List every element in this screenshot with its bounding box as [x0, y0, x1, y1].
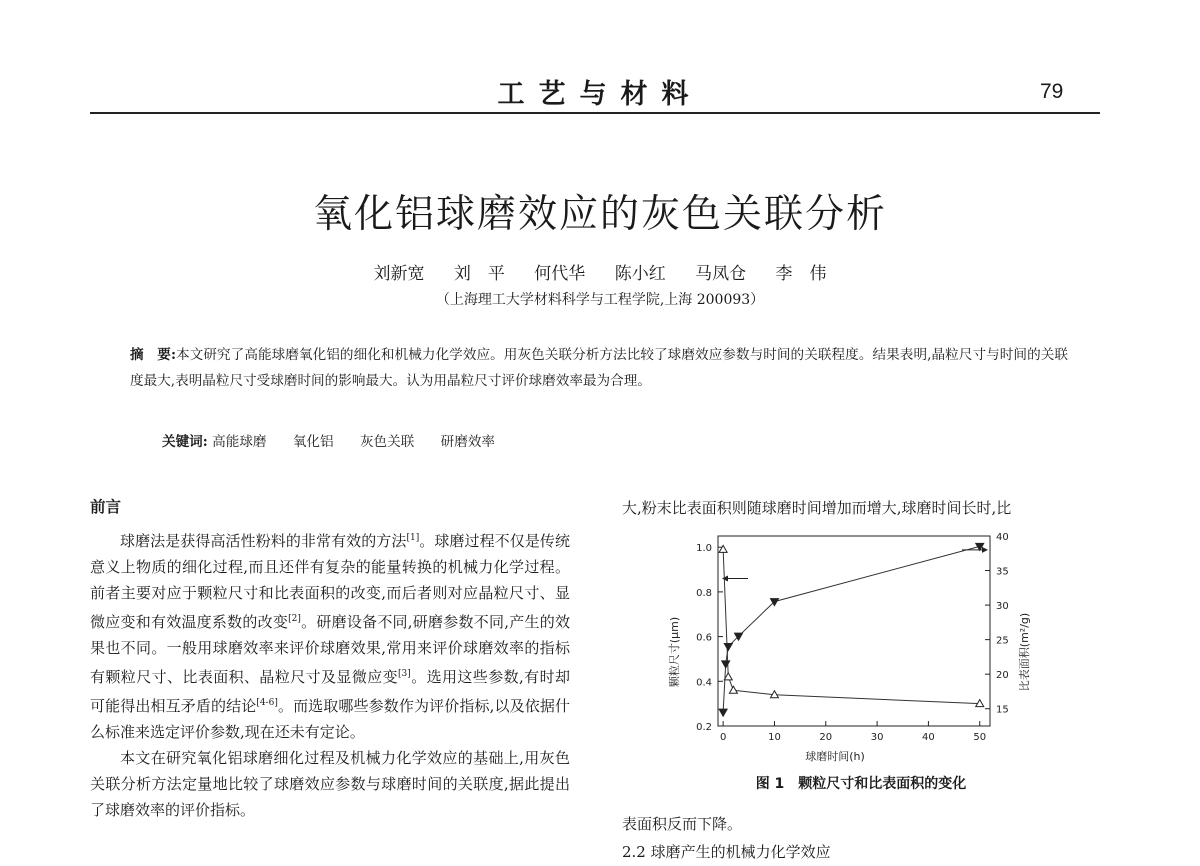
left-column	[90, 494, 570, 823]
author-list	[0, 259, 1200, 284]
x-tick-label: 40	[922, 732, 935, 743]
author: 何代华	[534, 264, 586, 284]
paragraph-text: 表面积反而下降。	[622, 815, 743, 833]
data-point	[719, 709, 727, 716]
intro-text: 。球磨过程不仅是传统意义上物质的细化过程,而且还伴有复杂的能量转换的机械力化学过程。前者主要对应于颗粒尺寸和比表面积的改变,而后者则对应晶粒尺寸、显微应变和有效温度系数的改变	[90, 532, 570, 631]
section-heading-2-2: 2.2 球磨产生的机械力化学效应	[622, 843, 831, 861]
x-tick-label: 50	[973, 732, 987, 743]
abstract-label: 摘 要:	[130, 347, 176, 363]
author: 马凤仓	[695, 264, 747, 284]
header-rule	[90, 112, 1100, 114]
y2-axis-label: 比表面积(m²/g)	[1018, 612, 1031, 692]
x-tick-label: 30	[870, 732, 884, 743]
y2-tick-label: 25	[996, 635, 1009, 647]
y-tick-label: 1.0	[696, 543, 712, 555]
chart-axes	[696, 532, 1009, 743]
y2-tick-label: 15	[996, 704, 1009, 716]
y2-tick-label: 30	[996, 601, 1009, 613]
data-point	[729, 686, 737, 693]
chart-marks	[719, 543, 984, 716]
data-point	[722, 661, 730, 668]
left-axis-arrow-head	[722, 575, 728, 581]
affiliation: （上海理工大学材料科学与工程学院,上海 200093）	[435, 292, 765, 308]
y-axis-label: 颗粒尺寸(μm)	[668, 616, 681, 688]
plot-frame	[718, 536, 990, 726]
series-line	[723, 549, 980, 703]
right-axis-arrow-head	[982, 547, 988, 553]
author: 刘新宽	[373, 264, 425, 284]
abstract	[130, 342, 1068, 394]
author: 刘 平	[453, 264, 505, 284]
journal-section-header: 工艺与材料	[497, 79, 703, 110]
intro-paragraph-1	[90, 525, 570, 745]
y2-tick-label: 40	[996, 532, 1009, 543]
series-line	[723, 546, 980, 712]
intro-paragraph-2: 本文在研究氧化铝球磨细化过程及机械力化学效应的基础上,用灰色关联分析方法定量地比较了球磨效应参数与球磨时间的关联度,据此提出了球磨效率的评价指标。	[90, 749, 570, 819]
y2-tick-label: 20	[996, 670, 1009, 682]
paper-title: 氧化铝球磨效应的灰色关联分析	[312, 192, 887, 237]
y-tick-label: 0.8	[696, 587, 712, 599]
citation: [1]	[406, 533, 420, 543]
keyword: 研磨效率	[440, 434, 496, 450]
y2-tick-label: 35	[996, 566, 1009, 578]
right-column-continued	[622, 810, 1100, 866]
section-heading-intro: 前言	[90, 498, 122, 516]
y-tick-label: 0.6	[696, 632, 712, 644]
y-tick-label: 0.2	[696, 722, 712, 733]
keywords	[162, 430, 517, 450]
intro-text: 。研磨设备不同,研磨参数不同,产生的效果也不同。一般用球磨效率来评价球磨效果,常用来评价球磨效率的指标有颗粒尺寸、比表面积、晶粒尺寸及显微应变	[90, 613, 570, 686]
x-axis-label: 球磨时间(h)	[805, 750, 865, 763]
citation: [4-6]	[256, 698, 278, 708]
abstract-text: 本文研究了高能球磨氧化铝的细化和机械力化学效应。用灰色关联分析方法比较了球磨效应参数与时间的关联程度。结果表明,晶粒尺寸与时间的关联度最大,表明晶粒尺寸受球磨时间的影响最大。认为用晶粒尺寸评价球磨效率最为合理。	[130, 347, 1068, 389]
intro-text: 。选用这些参数,有时却可能得出相互矛盾的结论	[90, 668, 570, 715]
keywords-label: 关键词:	[162, 434, 208, 450]
y-tick-label: 0.4	[696, 677, 712, 689]
keyword: 灰色关联	[359, 434, 415, 450]
figure-caption: 图 1 颗粒尺寸和比表面积的变化	[755, 776, 967, 792]
x-tick-label: 20	[819, 732, 833, 743]
page-number: 79	[1040, 80, 1064, 103]
keyword: 高能球磨	[212, 434, 267, 450]
intro-text: 球磨法是获得高活性粉料的非常有效的方法	[120, 532, 407, 550]
author: 陈小红	[614, 264, 666, 284]
intro-text: 。而选取哪些参数作为评价指标,以及依据什么标准来选定评价参数,现在还未有定论。	[90, 697, 570, 741]
data-point	[724, 644, 732, 651]
keyword: 氧化铝	[292, 434, 334, 450]
citation: [2]	[288, 614, 301, 624]
figure-1-chart	[640, 522, 1040, 772]
x-tick-label: 10	[768, 732, 781, 743]
author: 李 伟	[775, 264, 827, 284]
data-point	[719, 545, 727, 552]
citation: [3]	[398, 669, 411, 679]
x-tick-label: 0	[719, 732, 727, 743]
right-column-top-line: 大,粉末比表面积则随球磨时间增加而增大,球磨时间长时,比	[622, 499, 1012, 517]
